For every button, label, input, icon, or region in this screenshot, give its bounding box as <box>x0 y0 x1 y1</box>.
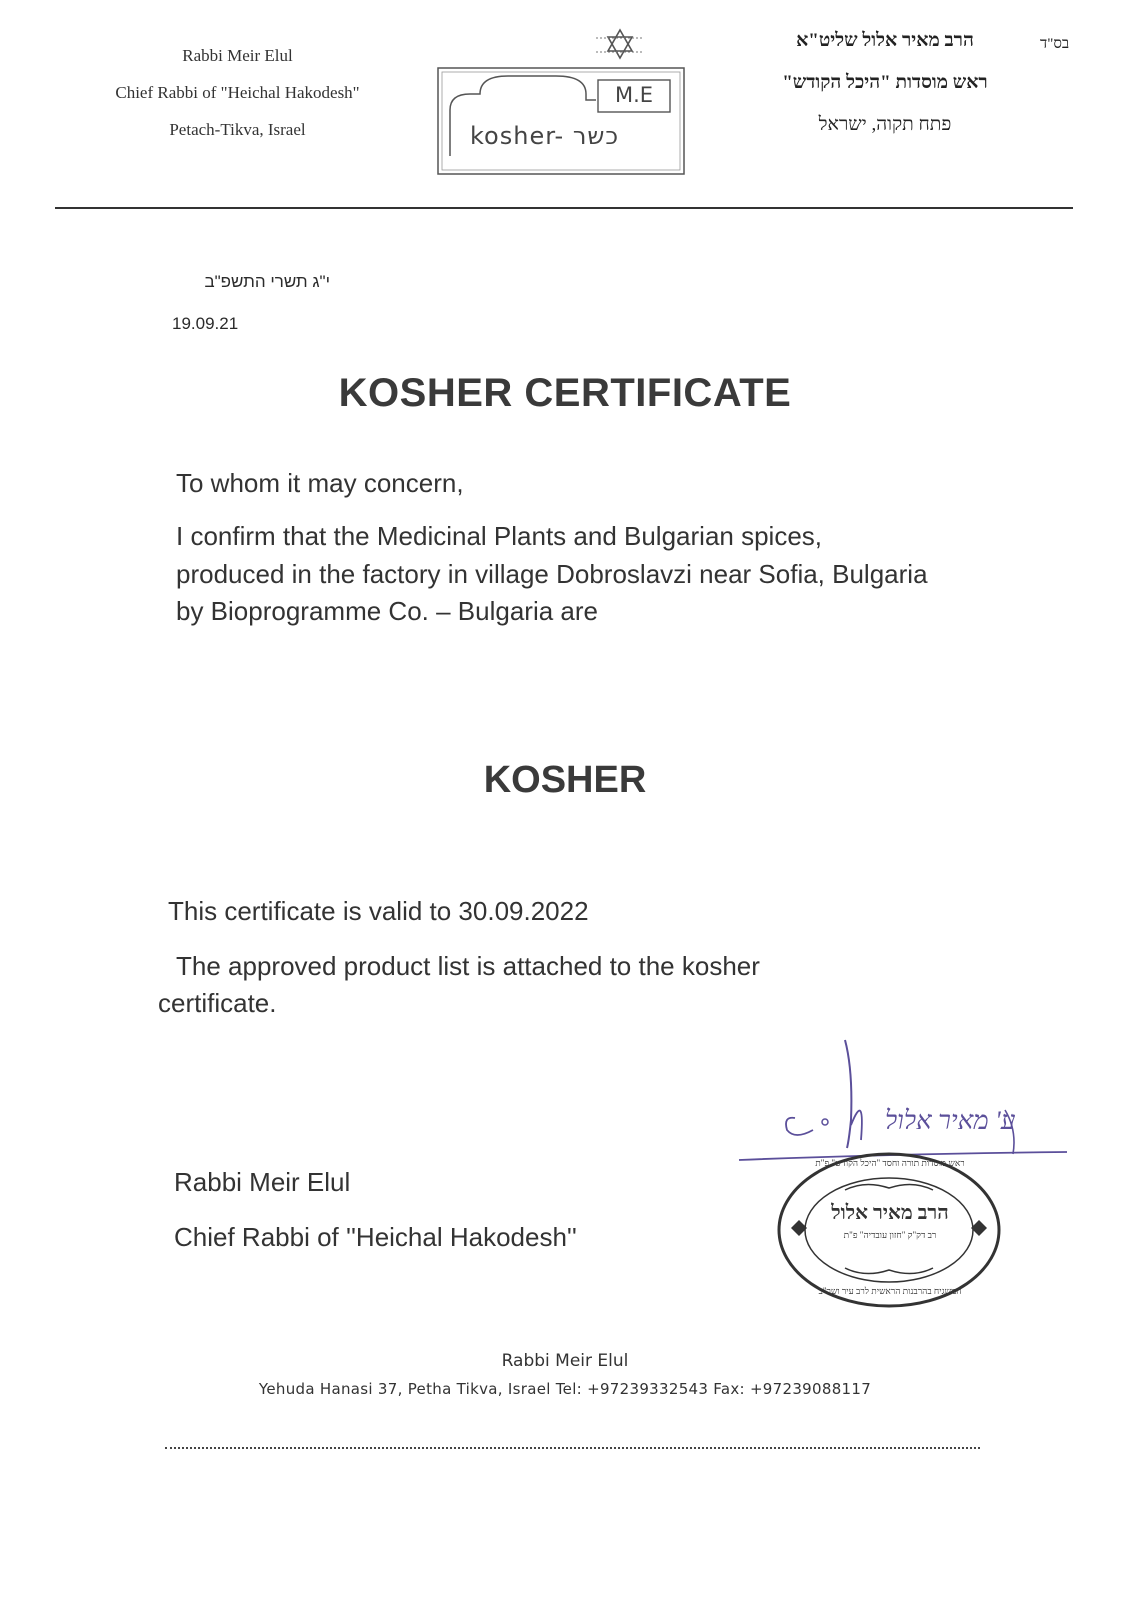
signature <box>735 1030 1075 1170</box>
stamp-bottom-text: המשגיח בהרבנות הראשית לרב עיר ושר"ב <box>818 1286 962 1296</box>
header-right-location: פתח תקוה, ישראל <box>818 114 952 135</box>
kosher-status: KOSHER <box>483 759 647 801</box>
header-left-title: Chief Rabbi of "Heichal Hakodesh" <box>115 83 360 102</box>
footer-address: Yehuda Hanasi 37, Petha Tikva, Israel Tel: +97239332543 Fax: +97239088117 <box>258 1380 872 1398</box>
stamp-outer-text: ראש מוסדות תורה וחסד "היכל הקודש" פ"ת <box>815 1158 965 1168</box>
stamp-sub-text: רב דק"ק "חזון עובדיה" פ"ת <box>843 1230 937 1240</box>
star-of-david-icon <box>608 30 632 58</box>
header-besd: בס"ד <box>1040 36 1070 52</box>
product-list-line: certificate. <box>158 988 277 1018</box>
body-line: by Bioprogramme Co. – Bulgaria are <box>176 596 598 626</box>
body-line: I confirm that the Medicinal Plants and Bulgarian spices, <box>176 521 823 551</box>
header-left-location: Petach-Tikva, Israel <box>169 120 306 139</box>
product-list-line: The approved product list is attached to the kosher <box>176 951 760 981</box>
signoff-name: Rabbi Meir Elul <box>174 1167 351 1197</box>
header-right-title: ראש מוסדות "היכל הקודש" <box>782 72 988 93</box>
signoff-title: Chief Rabbi of ''Heichal Hakodesh'' <box>174 1222 577 1252</box>
rabbinical-stamp <box>775 1150 1005 1310</box>
header-right-name: הרב מאיר אלול שליט"א <box>796 30 974 51</box>
date-hebrew: י"ג תשרי התשפ"ב <box>204 272 330 291</box>
date: 19.09.21 <box>172 314 239 333</box>
signature-graphic <box>735 1030 1075 1170</box>
signature-text: ע' מאיר אלול <box>885 1106 1016 1135</box>
logo-initials: M.E <box>614 83 654 107</box>
kosher-logo <box>436 28 688 178</box>
body-line: produced in the factory in village Dobroslavzi near Sofia, Bulgaria <box>176 559 928 589</box>
header-divider <box>55 207 1073 209</box>
salutation: To whom it may concern, <box>176 468 464 498</box>
page-title: KOSHER CERTIFICATE <box>338 371 792 415</box>
footer-divider <box>165 1447 980 1449</box>
stamp-center-text: הרב מאיר אלול <box>831 1202 949 1224</box>
logo-text: kosher- כשר <box>470 122 620 150</box>
validity: This certificate is valid to 30.09.2022 <box>168 896 589 926</box>
header-left-name: Rabbi Meir Elul <box>182 46 293 65</box>
footer-name: Rabbi Meir Elul <box>501 1351 629 1371</box>
